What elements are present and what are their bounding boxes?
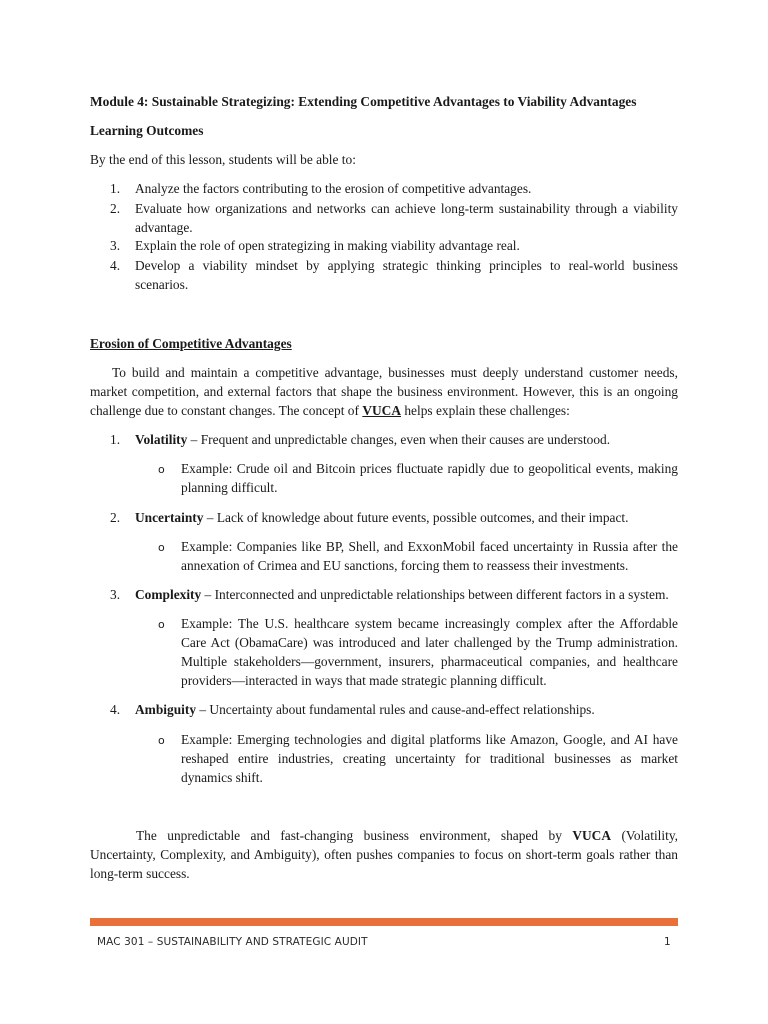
- footer-page-number: 1: [664, 936, 671, 948]
- vuca-term: VUCA: [362, 403, 401, 418]
- footer-course-title: MAC 301 – SUSTAINABILITY AND STRATEGIC AUDIT: [97, 936, 368, 948]
- learning-outcomes-heading: Learning Outcomes: [90, 123, 204, 138]
- learning-outcomes-intro: By the end of this lesson, students will be able to:: [90, 152, 356, 167]
- bullet-icon: o: [158, 463, 165, 476]
- bullet-icon: o: [158, 541, 165, 554]
- footer-accent-bar: [90, 918, 678, 926]
- module-title: Module 4: Sustainable Strategizing: Extending Competitive Advantages to Viability Advantages: [90, 94, 637, 109]
- bullet-icon: o: [158, 734, 165, 747]
- erosion-intro: To build and maintain a competitive advantage, businesses must deeply understand customer needs, market competition, and external factors that shape the business environment. However, this is an ongoing challenge due to constant changes. The concept of VUCA helps explain these challenges:: [90, 365, 678, 418]
- closing-paragraph: The unpredictable and fast-changing business environment, shaped by VUCA (Volatility, Uncertainty, Complexity, and Ambiguity), often pushes companies to focus on short-term goals rather than long-term success.: [90, 828, 678, 881]
- vuca-term: VUCA: [572, 828, 612, 843]
- bullet-icon: o: [158, 618, 165, 631]
- erosion-heading: Erosion of Competitive Advantages: [90, 336, 292, 351]
